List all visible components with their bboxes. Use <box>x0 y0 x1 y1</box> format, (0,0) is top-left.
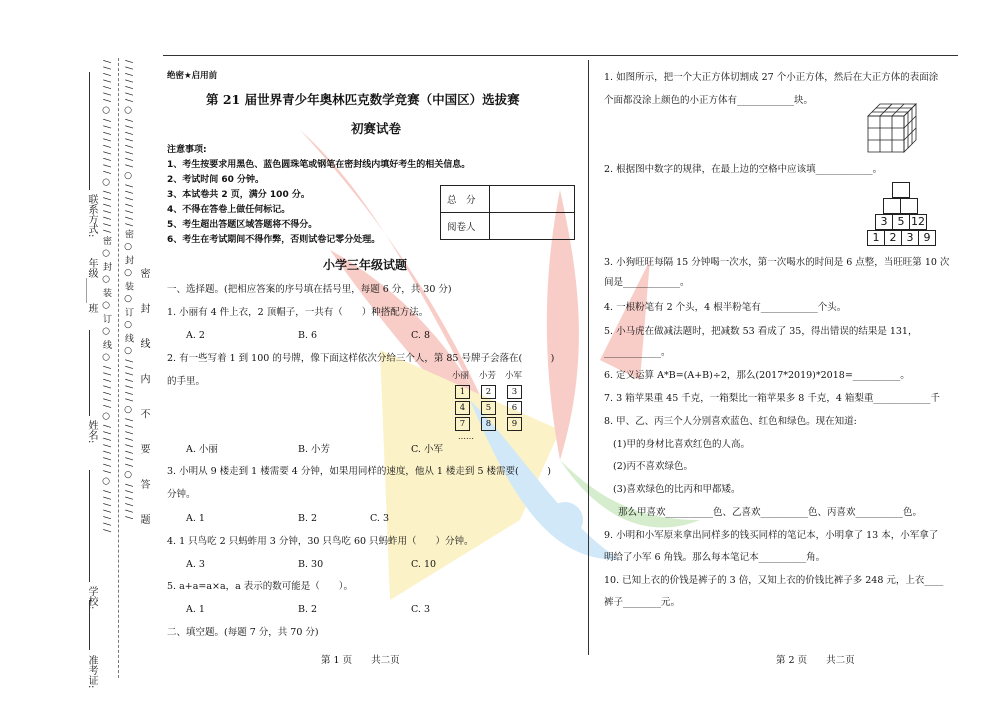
exam-no-line <box>89 600 90 650</box>
section-1-heading: 一、选择题。(把相应答案的序号填在括号里，每题 6 分，共 30 分) <box>167 284 452 295</box>
seal-warning: 密 封 线 内 不 要 答 题 <box>138 268 149 536</box>
f3-text-b: 间是____________。 <box>604 277 690 288</box>
score-reviewer-cell[interactable] <box>490 213 575 240</box>
f8-condition-3: (3)喜欢绿色的比丙和甲都矮。 <box>613 484 741 495</box>
q4-text: 4. 1 只鸟吃 2 只蚂蚱用 3 分钟，30 只鸟吃 60 只蚂蚱用（ ）分钟。 <box>167 536 474 547</box>
notes-title: 注意事项: <box>167 145 207 155</box>
pyramid-row4-cell: 3 <box>901 230 919 246</box>
q1-option-b[interactable]: B. 6 <box>298 330 318 341</box>
q2-grid-cell: 2 <box>481 385 496 399</box>
q4-option-b[interactable]: B. 30 <box>298 559 324 570</box>
pyramid-row4-cell: 1 <box>867 230 885 246</box>
pyramid-top-cell[interactable] <box>892 182 910 198</box>
q2-option-c[interactable]: C. 小军 <box>411 444 443 455</box>
exam-no-label: 准考证: <box>86 655 97 689</box>
q2-grid-cell: 7 <box>455 417 470 431</box>
pyramid-row4-cell: 9 <box>918 230 936 246</box>
exam-title: 第 21 届世界青少年奥林匹克数学竞赛（中国区）选拔赛 <box>206 92 520 107</box>
seal-dash-line <box>118 58 119 678</box>
school-line <box>89 470 90 582</box>
q4-option-a[interactable]: A. 3 <box>186 559 205 570</box>
f9-text-a: 9. 小明和小军原来拿出同样多的钱买同样的笔记本，小明拿了 13 本，小军拿了 <box>604 530 939 541</box>
page-1-footer: 第 1 页 共二页 <box>321 655 400 666</box>
score-total-label: 总 分 <box>441 186 490 213</box>
name-label: 姓名: <box>86 420 97 444</box>
f5-text-a: 5. 小马虎在做减法题时，把减数 53 看成了 35，得出错误的结果是 131， <box>604 326 918 337</box>
q2-grid-cell: 9 <box>507 417 522 431</box>
note-3: 3、本试卷共 2 页，满分 100 分。 <box>167 190 310 200</box>
pyramid-row2-cell <box>883 198 901 214</box>
q3-option-a[interactable]: A. 1 <box>186 513 205 524</box>
q4-option-c[interactable]: C. 10 <box>411 559 437 570</box>
q3-text-b: 分钟。 <box>167 489 196 500</box>
score-table <box>440 185 575 240</box>
q1-option-a[interactable]: A. 2 <box>186 330 205 341</box>
note-2: 2、考试时间 60 分钟。 <box>167 175 265 185</box>
contact-line <box>89 72 90 190</box>
q3-text-a: 3. 小明从 9 楼走到 1 楼需要 4 分钟，如果用同样的速度，他从 1 楼走到 5 楼需要( ) <box>167 466 551 477</box>
page-2-footer: 第 2 页 共二页 <box>776 655 855 666</box>
page-divider <box>588 60 589 655</box>
f2-text: 2. 根据图中数字的规律，在最上边的空格中应该填____________。 <box>604 164 883 175</box>
grade-title: 小学三年级试题 <box>323 258 408 272</box>
school-label: 学校: <box>86 586 97 610</box>
score-total-cell[interactable] <box>490 186 575 213</box>
q5-option-c[interactable]: C. 3 <box>411 604 431 615</box>
q2-text-a: 2. 有一些写着 1 到 100 的号牌，像下面这样依次分给三个人，第 85 号牌子会落在( ) <box>167 353 555 364</box>
q2-name-1: 小丽 <box>452 371 470 381</box>
pyramid-row4-cell: 2 <box>884 230 902 246</box>
q2-grid-cell: 5 <box>481 401 496 415</box>
q1-text: 1. 小丽有 4 件上衣，2 顶帽子，一共有（ ）种搭配方法。 <box>167 307 429 318</box>
f8-condition-1: (1)甲的身材比喜欢红色的人高。 <box>613 439 750 450</box>
q2-grid-cell: 6 <box>507 401 522 415</box>
seal-line-1: / / / / / / / ○ / / / / / / / / / ○ / / / / / / / 密 ○ 封 ○ 装 ○ 订 ○ 线 ○ / / / / / / / ○ / / / / / / / / ○ / / / / / / / <box>101 60 111 533</box>
pyramid-row3-cell: 3 <box>875 214 893 230</box>
contact-label: 联系方式: <box>86 194 97 238</box>
q2-grid-cell: 4 <box>455 401 470 415</box>
f8-text: 8. 甲、乙、丙三个人分别喜欢蓝色、红色和绿色。现在知道: <box>604 416 857 427</box>
f8-answer: 那么甲喜欢__________色、乙喜欢__________色、丙喜欢__________色。 <box>618 507 923 518</box>
q2-grid-cell: 1 <box>455 385 470 399</box>
f1-text-b: 个面都没涂上颜色的小正方体有____________块。 <box>604 95 814 106</box>
pyramid-row2-cell <box>900 198 918 214</box>
class-label: 年级_____班 <box>86 258 97 313</box>
f6-text: 6. 定义运算 A*B=(A+B)÷2，那么(2017*2019)*2018=__________。 <box>604 370 910 381</box>
q5-text: 5. a+a=a×a，a 表示的数可能是（ ）。 <box>167 581 354 592</box>
q2-name-2: 小芳 <box>479 371 497 381</box>
pyramid-row3-cell: 12 <box>911 215 925 228</box>
q3-option-c[interactable]: C. 3 <box>370 513 390 524</box>
f4-text: 4. 一根粉笔有 2 个头，4 根半粉笔有____________个头。 <box>604 302 847 313</box>
q2-name-3: 小军 <box>505 371 523 381</box>
note-5: 5、考生超出答题区域答题将不得分。 <box>167 220 318 230</box>
secret-mark: 绝密★启用前 <box>167 71 218 81</box>
q2-text-b: 的手里。 <box>167 376 206 387</box>
name-line <box>89 330 90 416</box>
f1-text-a: 1. 如图所示，把一个大正方体切割成 27 个小正方体，然后在大正方体的表面涂 <box>604 72 939 83</box>
q5-option-a[interactable]: A. 1 <box>186 604 205 615</box>
f10-text-a: 10. 已知上衣的价钱是裤子的 3 倍，又知上衣的价钱比裤子多 248 元，上衣____ <box>604 575 944 586</box>
section-2-heading: 二、填空题。(每题 7 分，共 70 分) <box>167 627 319 638</box>
note-1: 1、考生按要求用黑色、蓝色圆珠笔或钢笔在密封线内填好考生的相关信息。 <box>167 160 471 170</box>
f9-text-b: 明给了小军 6 角钱。那么每本笔记本__________角。 <box>604 552 826 563</box>
pyramid-row3-cell: 5 <box>892 214 910 230</box>
q2-option-a[interactable]: A. 小丽 <box>186 444 218 455</box>
cube-figure <box>864 100 922 156</box>
seal-line-2: / / / / / / / ○ / / / / / / / / ○ / / / / / / / 密 ○ 封 ○ 装 ○ 订 ○ 线 ○ / / / / / / / ○ / / / / / / / / ○ / / / / / / <box>123 60 133 520</box>
f8-condition-2: (2)丙不喜欢绿色。 <box>613 461 693 472</box>
f5-text-b: ____________。 <box>604 347 671 358</box>
exam-subtitle: 初赛试卷 <box>351 121 402 136</box>
q3-option-b[interactable]: B. 2 <box>298 513 318 524</box>
score-reviewer-label: 阅卷人 <box>441 213 490 240</box>
q2-option-b[interactable]: B. 小芳 <box>298 444 331 455</box>
f10-text-b: 裤子________元。 <box>604 597 681 608</box>
q2-ellipsis: …… <box>458 432 474 441</box>
q5-option-b[interactable]: B. 2 <box>298 604 318 615</box>
note-6: 6、考生在考试期间不得作弊，否则试卷记零分处理。 <box>167 235 381 245</box>
f3-text-a: 3. 小狗旺旺每隔 15 分钟喝一次水，第一次喝水的时间是 6 点整，当旺旺第 10 次 <box>604 257 950 268</box>
q2-grid-cell: 8 <box>481 417 496 431</box>
q2-grid-cell: 3 <box>507 385 522 399</box>
q1-option-c[interactable]: C. 8 <box>411 330 431 341</box>
note-4: 4、不得在答卷上做任何标记。 <box>167 205 291 215</box>
top-rule <box>163 55 958 56</box>
f7-text: 7. 3 箱苹果重 45 千克，一箱梨比一箱苹果多 8 千克，4 箱梨重____________千 <box>604 393 940 404</box>
